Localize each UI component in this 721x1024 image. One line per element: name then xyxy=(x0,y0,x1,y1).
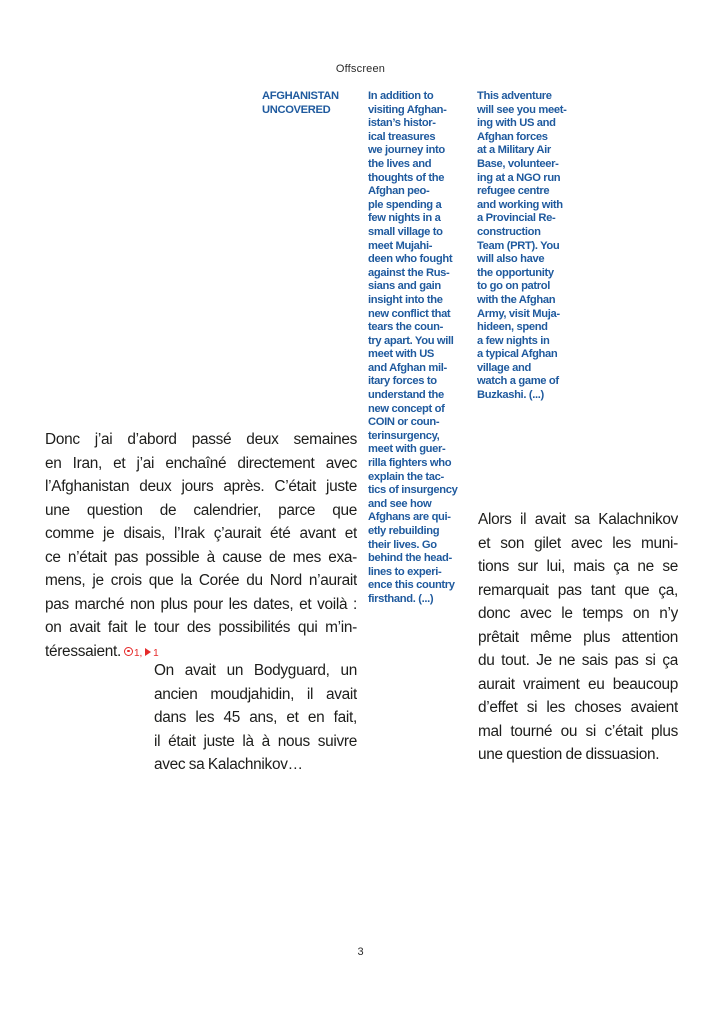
sidebar-text-line: a typical Afghan xyxy=(477,348,558,361)
sidebar-text-line: meet with US xyxy=(368,348,435,361)
paragraph-line: d’effet si les choses avaient xyxy=(478,699,678,716)
sidebar-text-line: their lives. Go xyxy=(368,538,437,551)
sidebar-text-line: meet Mujahi- xyxy=(368,239,433,252)
paragraph-line: aurait vraiment eu beaucoup xyxy=(478,675,678,693)
media-reference-markers[interactable] xyxy=(124,648,159,659)
paragraph-line: du tout. Je ne sais pas si ça xyxy=(478,652,678,669)
sidebar-text-line: will also have xyxy=(477,253,545,266)
sidebar-text-line: hideen, spend xyxy=(477,321,548,334)
sidebar-text-line: terinsurgency, xyxy=(368,429,440,442)
paragraph-line: comme je disais, l’Irak ç’aurait été avant et xyxy=(45,525,357,542)
sidebar-text-line: try apart. You will xyxy=(368,334,454,347)
paragraph-line: tions sur lui, mais ça ne se xyxy=(478,558,678,575)
sidebar-box-column-2 xyxy=(477,90,585,403)
sidebar-text-line: Afghan peo- xyxy=(368,185,430,198)
sidebar-text-line: Team (PRT). You xyxy=(477,239,560,252)
paragraph-line: remarquait pas tant que ça, xyxy=(478,581,678,599)
sidebar-text-line: and Afghan mil- xyxy=(368,361,447,374)
sidebar-text-line: In addition to xyxy=(368,90,434,102)
sidebar-text-line: meet with guer- xyxy=(368,443,446,456)
sidebar-text-line: construction xyxy=(477,225,541,238)
paragraph-line: une question de dissuasion. xyxy=(478,746,660,763)
sidebar-text-line: small village to xyxy=(368,225,443,238)
sidebar-text-line: insight into the xyxy=(368,293,443,306)
sidebar-text-line: ing at a NGO run xyxy=(477,171,561,184)
sidebar-text-line: deen who fought xyxy=(368,253,453,266)
sidebar-text-line: a Provincial Re- xyxy=(477,212,556,225)
sidebar-text-line: with the Afghan xyxy=(477,293,556,306)
sidebar-text-line: and see how xyxy=(368,497,432,510)
sidebar-text-line: against the Rus- xyxy=(368,266,450,279)
sidebar-text-line: Army, visit Muja- xyxy=(477,307,560,320)
paragraph-line: avec sa Kalachnikov… xyxy=(154,756,303,773)
sidebar-text-line: tics of insurgency xyxy=(368,484,458,497)
sidebar-text-line: ing with US and xyxy=(477,117,556,130)
paragraph-line: ancien moudjahidin, il avait xyxy=(154,685,357,703)
sidebar-text-line: watch a game of xyxy=(477,375,559,388)
sidebar-text-line: ple spending a xyxy=(368,198,442,211)
sidebar-text-line: village and xyxy=(477,361,531,374)
sidebar-text-line: new conflict that xyxy=(368,307,451,320)
sidebar-text-line: the lives and xyxy=(368,157,432,170)
sidebar-text-line: will see you meet- xyxy=(477,103,567,116)
heading-line: UNCOVERED xyxy=(262,103,331,116)
sidebar-text-line: behind the head- xyxy=(368,552,452,565)
sidebar-text-line: to go on patrol xyxy=(477,280,551,293)
sidebar-text-line: Base, volunteer- xyxy=(477,157,559,170)
paragraph-line: mal tourné ou si c’était plus xyxy=(478,722,678,740)
sidebar-text-line: istan’s histor- xyxy=(368,117,436,130)
sidebar-text-line: the opportunity xyxy=(477,266,554,279)
sidebar-text-line: at a Military Air xyxy=(477,144,551,157)
sidebar-text-line: ical treasures xyxy=(368,130,436,143)
interview-paragraph-2 xyxy=(154,659,357,777)
sidebar-text-line: thoughts of the xyxy=(368,171,445,184)
running-header: Offscreen xyxy=(335,63,386,75)
interview-paragraph-3 xyxy=(478,508,678,767)
paragraph-line: On avait un Bodyguard, un xyxy=(154,662,357,679)
heading-line: AFGHANISTAN xyxy=(262,90,339,102)
sidebar-text-line: Buzkashi. (...) xyxy=(477,389,544,402)
paragraph-line: Alors il avait sa Kalachnikov xyxy=(478,511,678,528)
sidebar-text-line: rilla fighters who xyxy=(368,457,452,470)
paragraph-line: ce n’était pas possible à cause de mes exa- xyxy=(45,548,357,566)
page-number: 3 xyxy=(357,946,364,958)
sidebar-text-line: This adventure xyxy=(477,90,552,102)
sidebar-text-line: sians and gain xyxy=(368,280,441,293)
sidebar-text-line: a few nights in xyxy=(477,334,550,347)
paragraph-line: mens, je crois que la Corée du Nord n’aurait xyxy=(45,572,357,589)
sidebar-box-column-1 xyxy=(368,90,472,607)
paragraph-line: donc avec le temps on n’y xyxy=(478,605,678,622)
paragraph-line: l’Afghanistan deux jours après. C’était juste xyxy=(45,478,357,495)
paragraph-line: on avait fait le tour des possibilités qui m’in- xyxy=(45,619,357,636)
sidebar-box-heading xyxy=(262,90,360,117)
sidebar-text-line: ence this country xyxy=(368,579,455,592)
sidebar-text-line: explain the tac- xyxy=(368,470,444,483)
sidebar-text-line: and working with xyxy=(477,198,563,211)
paragraph-line: pas marché non plus pour les dates, et voilà : xyxy=(45,595,357,613)
sidebar-text-line: Afghans are qui- xyxy=(368,511,451,524)
sidebar-text-line: we journey into xyxy=(368,144,445,157)
paragraph-line: et son gilet avec les muni- xyxy=(478,534,678,552)
sidebar-text-line: etly rebuilding xyxy=(368,525,440,537)
paragraph-line: une question de calendrier, parce que xyxy=(45,501,357,519)
sidebar-text-line: visiting Afghan- xyxy=(368,103,447,116)
paragraph-line: dans les 45 ans, et en fait, xyxy=(154,709,357,726)
sidebar-text-line: lines to experi- xyxy=(368,565,442,578)
sidebar-text-line: itary forces to xyxy=(368,375,437,388)
sidebar-text-line: COIN or coun- xyxy=(368,416,440,429)
audio-reference-icon xyxy=(124,647,133,656)
sidebar-text-line: few nights in a xyxy=(368,212,441,225)
video-play-icon xyxy=(145,648,151,656)
audio-reference-number: 1, xyxy=(133,647,146,659)
sidebar-text-line: refugee centre xyxy=(477,185,550,198)
paragraph-line: il était juste là à nous suivre xyxy=(154,732,357,750)
paragraph-line: en Iran, et j’ai enchaîné directement avec xyxy=(45,454,357,472)
sidebar-text-line: understand the xyxy=(368,389,444,402)
sidebar-text-line: tears the coun- xyxy=(368,321,443,334)
paragraph-line: téressaient. 1, 1 xyxy=(45,642,159,660)
sidebar-text-line: new concept of xyxy=(368,402,445,415)
sidebar-text-line: firsthand. (...) xyxy=(368,592,434,605)
paragraph-line: Donc j’ai d’abord passé deux semaines xyxy=(45,431,357,448)
paragraph-line: prêtait même plus attention xyxy=(478,628,678,646)
sidebar-text-line: Afghan forces xyxy=(477,130,548,143)
interview-paragraph-1 xyxy=(45,428,357,665)
video-reference-number: 1 xyxy=(153,647,159,659)
